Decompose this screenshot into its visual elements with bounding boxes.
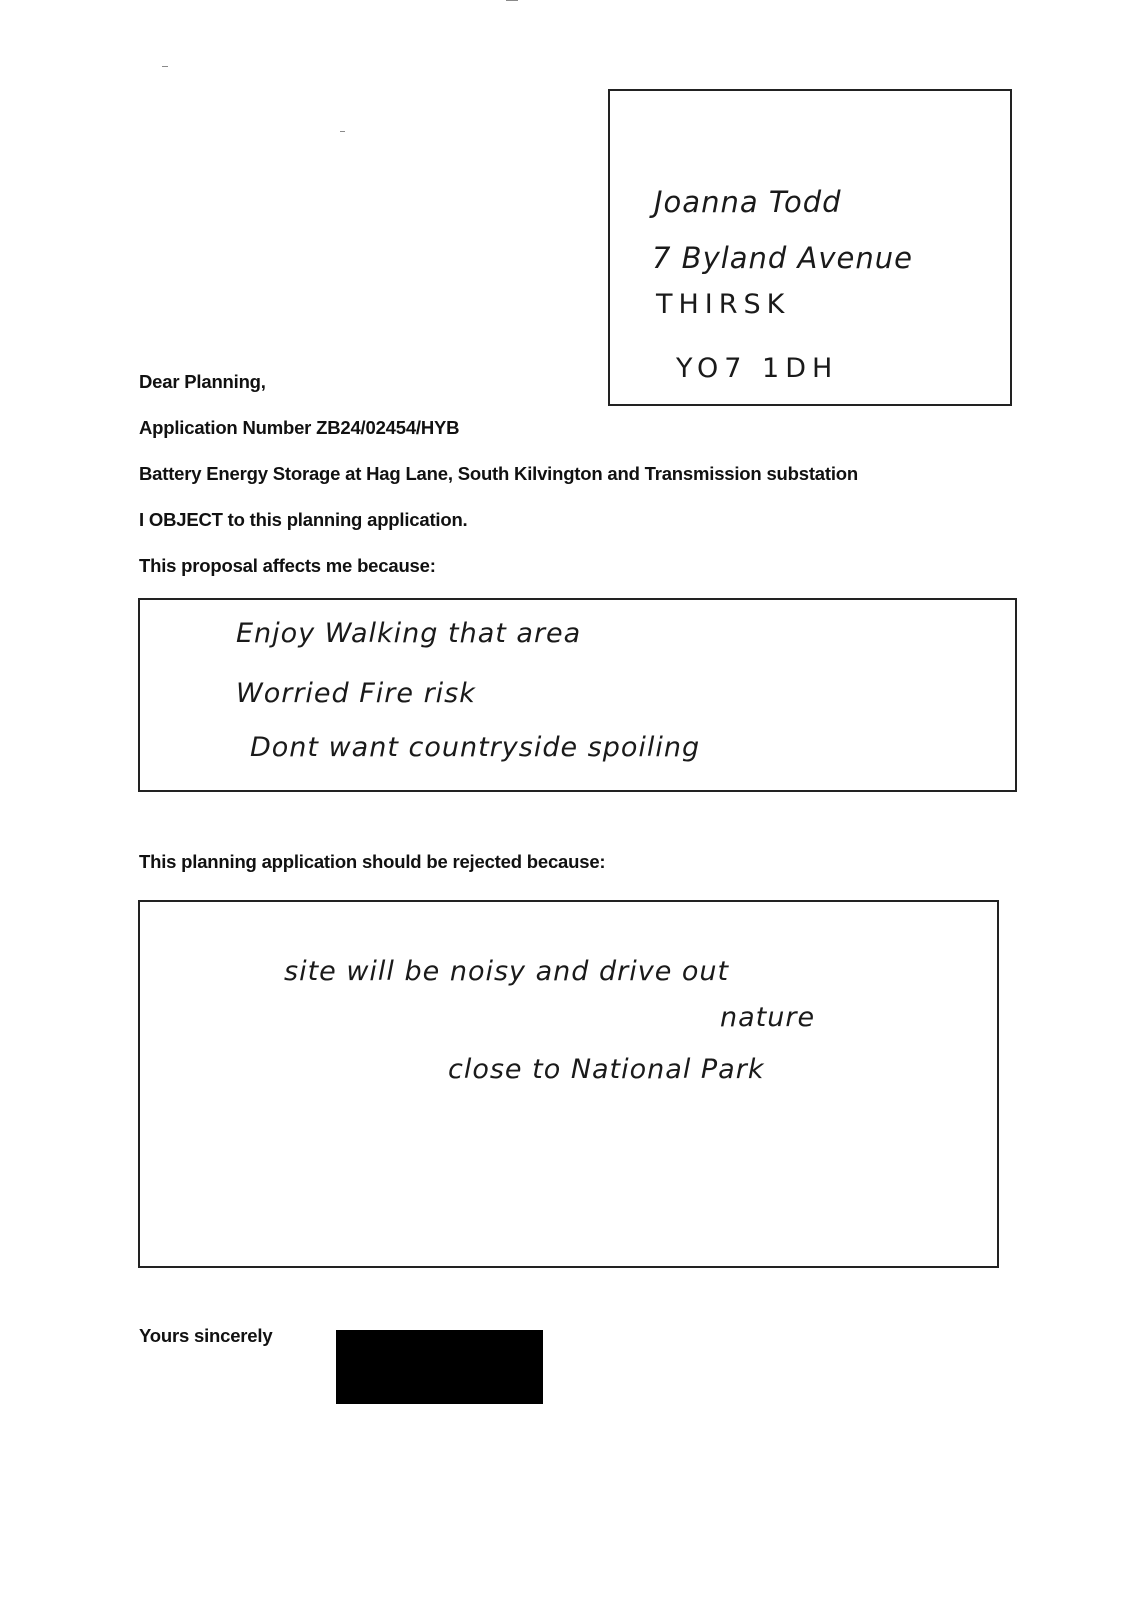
address-box [608, 89, 1012, 406]
address-postcode: YO7 1DH [676, 353, 839, 384]
address-name: Joanna Todd [654, 185, 842, 219]
scan-speck [162, 66, 168, 67]
address-street: 7 Byland Avenue [652, 241, 914, 275]
salutation: Dear Planning, [139, 371, 266, 392]
affects-reason-2: Worried Fire risk [236, 678, 476, 709]
address-town: THIRSK [656, 289, 791, 320]
subject-line: Battery Energy Storage at Hag Lane, South Kilvington and Transmission substation [139, 463, 858, 484]
rejected-reasons-box [138, 900, 999, 1268]
affects-heading: This proposal affects me because: [139, 555, 436, 576]
affects-reason-1: Enjoy Walking that area [236, 618, 582, 649]
rejected-reason-1: site will be noisy and drive out [284, 956, 730, 987]
redacted-signature [336, 1330, 543, 1404]
scan-speck [340, 131, 345, 132]
affects-reason-3: Dont want countryside spoiling [250, 732, 701, 763]
scan-speck [506, 0, 518, 1]
rejected-reason-3: close to National Park [448, 1054, 765, 1085]
affects-reasons-box [138, 598, 1017, 792]
rejected-reason-2: nature [720, 1002, 816, 1033]
closing: Yours sincerely [139, 1325, 273, 1346]
application-number: Application Number ZB24/02454/HYB [139, 417, 460, 438]
rejected-heading: This planning application should be rejected because: [139, 851, 606, 872]
objection-statement: I OBJECT to this planning application. [139, 509, 468, 530]
